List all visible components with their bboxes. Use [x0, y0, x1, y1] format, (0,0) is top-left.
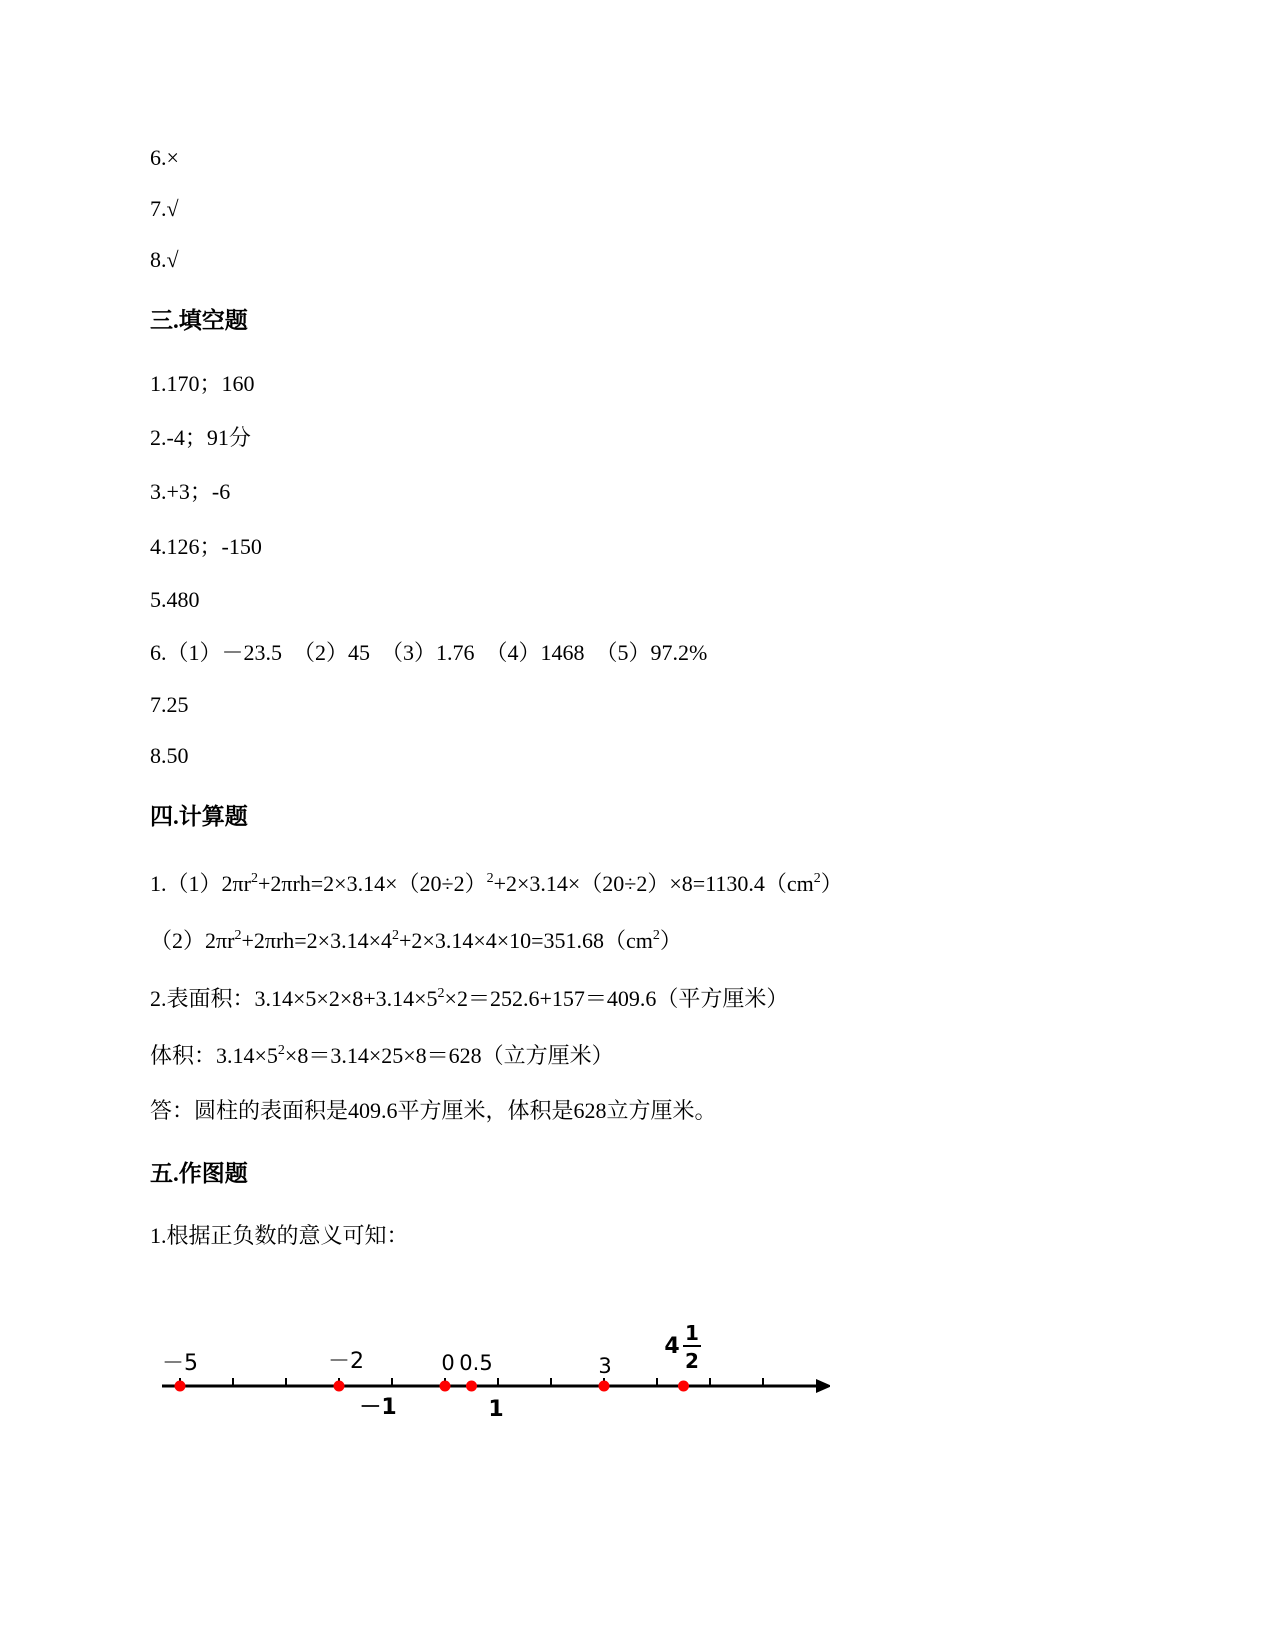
calc-answer-2-volume: [150, 1042, 614, 1070]
label-minus-1: －1: [359, 1395, 397, 1420]
fill-answer-6: 6.（1）－23.5 （2）45 （3）1.76 （4）1468 （5）97.2%: [150, 640, 708, 665]
fill-answer-7: 7.25: [150, 692, 189, 717]
number-line-figure: [150, 1320, 830, 1430]
label-minus-2: －2: [328, 1349, 364, 1374]
label-mixed-numerator: 1: [685, 1321, 699, 1345]
text-segment: ×2＝252.6+157＝409.6（平方厘米）: [444, 986, 789, 1011]
judgment-answer-8: 8.√: [150, 247, 179, 272]
superscript: 2: [277, 1043, 285, 1058]
number-line-arrow-icon: [816, 1379, 830, 1393]
section-4-title: 四.计算题: [150, 804, 248, 829]
text-segment: +2×3.14×（20÷2）×8=1130.4（cm: [493, 871, 814, 896]
text-segment: 体积：3.14×5: [150, 1043, 278, 1068]
label-1: 1: [488, 1397, 504, 1422]
text-segment: ×8＝3.14×25×8＝628（立方厘米）: [284, 1043, 614, 1068]
superscript: 2: [437, 986, 445, 1001]
text-segment: 2.表面积：3.14×5×2×8+3.14×5: [150, 986, 438, 1011]
drawing-answer-intro: 1.根据正负数的意义可知：: [150, 1223, 409, 1248]
fill-answer-2: 2.-4；91分: [150, 425, 251, 450]
section-5-title: 五.作图题: [150, 1161, 248, 1186]
fill-answer-5: 5.480: [150, 587, 200, 612]
text-segment: （2）2πr: [150, 928, 235, 953]
text-segment: 1.（1）2πr: [150, 871, 251, 896]
fill-answer-8: 8.50: [150, 743, 189, 768]
fill-answer-4: 4.126；-150: [150, 534, 262, 559]
label-0: 0: [441, 1351, 455, 1375]
number-line-point: [334, 1381, 345, 1392]
judgment-answer-7: 7.√: [150, 196, 179, 221]
text-segment: ）: [820, 871, 843, 896]
number-line-point: [175, 1381, 186, 1392]
fill-answer-1: 1.170；160: [150, 371, 255, 396]
number-line-point: [466, 1381, 477, 1392]
text-segment: ）: [659, 928, 682, 953]
number-line-point: [440, 1381, 451, 1392]
number-line-point: [599, 1381, 610, 1392]
superscript: 2: [813, 871, 821, 886]
fill-answer-3: 3.+3；-6: [150, 479, 231, 504]
label-3: 3: [598, 1354, 612, 1378]
superscript: 2: [486, 871, 494, 886]
text-segment: +2×3.14×4×10=351.68（cm: [399, 928, 653, 953]
label-mixed-whole: 4: [664, 1334, 680, 1359]
calc-answer-1-part-1: [150, 870, 843, 898]
superscript: 2: [250, 871, 258, 886]
calc-answer-2-surface-area: [150, 985, 788, 1013]
section-3-title: 三.填空题: [150, 308, 248, 333]
calc-answer-2-conclusion: 答：圆柱的表面积是409.6平方厘米，体积是628立方厘米。: [150, 1098, 717, 1123]
label-0-5: 0.5: [459, 1351, 493, 1375]
label-minus-5: －5: [162, 1351, 198, 1376]
judgment-answer-6: 6.×: [150, 145, 179, 170]
label-mixed-denominator: 2: [685, 1349, 699, 1373]
superscript: 2: [652, 928, 660, 943]
superscript: 2: [392, 928, 399, 943]
calc-answer-1-part-2: [150, 927, 682, 955]
text-segment: +2πrh=2×3.14×（20÷2）: [257, 871, 487, 896]
superscript: 2: [234, 928, 242, 943]
number-line-point: [678, 1381, 689, 1392]
text-segment: +2πrh=2×3.14×4: [241, 928, 392, 953]
